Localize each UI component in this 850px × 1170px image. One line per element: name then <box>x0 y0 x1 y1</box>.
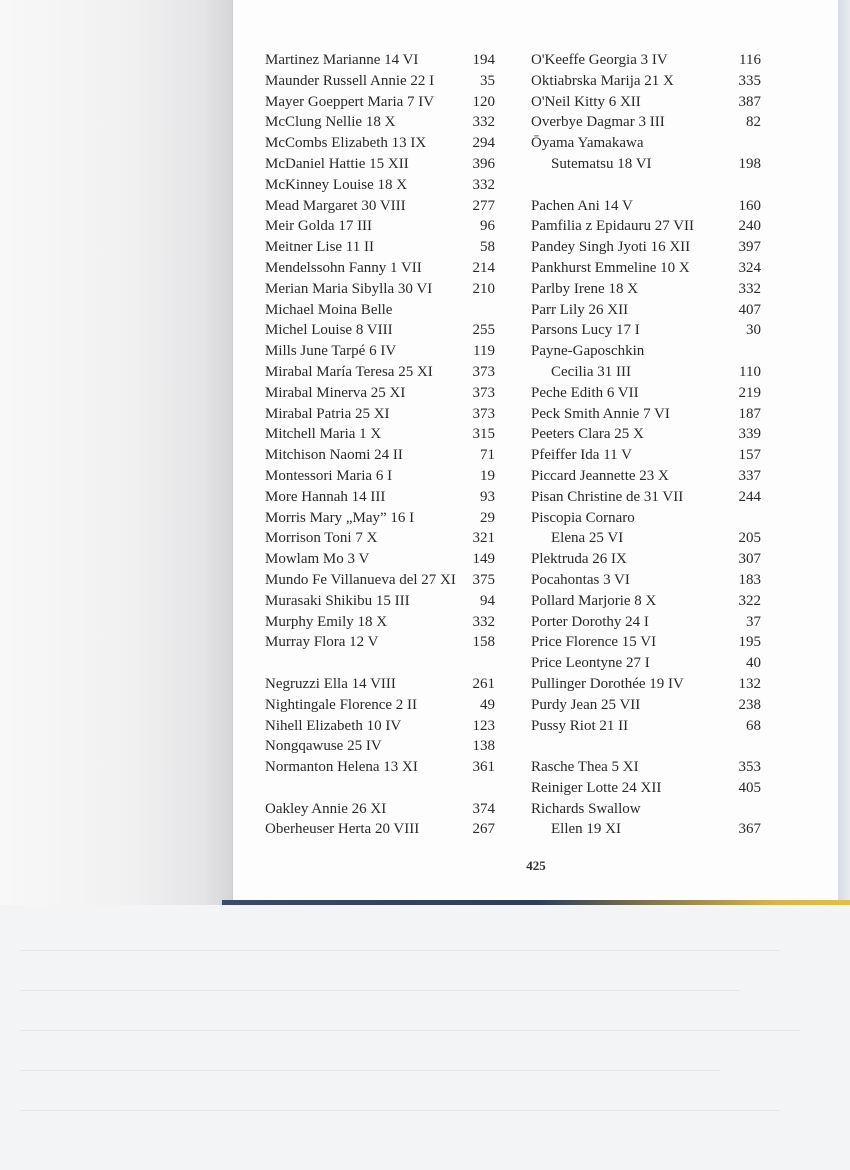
index-spacer <box>265 778 495 799</box>
entry-name: Merian Maria Sibylla 30 VI <box>265 280 433 297</box>
index-entry <box>265 736 495 757</box>
entry-name: Porter Dorothy 24 I <box>531 613 649 630</box>
entry-page-number: 68 <box>746 717 761 734</box>
entry-page-number: 396 <box>472 155 495 172</box>
entry-name: Elena 25 VI <box>551 530 624 547</box>
entry-name: Piccard Jeannette 23 X <box>531 467 669 484</box>
entry-page-number: 335 <box>738 72 761 89</box>
index-entry <box>265 799 495 820</box>
entry-page-number: 214 <box>472 259 495 276</box>
entry-name: Murphy Emily 18 X <box>265 613 388 630</box>
entry-page-number: 198 <box>738 155 761 172</box>
entry-page-number: 110 <box>739 363 761 380</box>
entry-name: Price Florence 15 VI <box>531 634 657 651</box>
entry-page-number: 244 <box>738 488 761 505</box>
entry-page-number: 157 <box>738 447 761 464</box>
entry-page-number: 294 <box>472 135 495 152</box>
entry-name: Sutematsu 18 VI <box>551 155 652 172</box>
index-entry <box>265 404 495 425</box>
index-entry <box>265 237 495 258</box>
index-entry <box>265 591 495 612</box>
entry-page-number: 132 <box>738 675 761 692</box>
entry-page-number: 337 <box>738 467 761 484</box>
entry-page-number: 240 <box>738 218 761 235</box>
index-entry <box>531 528 761 549</box>
entry-name: McKinney Louise 18 X <box>265 176 408 193</box>
entry-name: Michel Louise 8 VIII <box>265 322 393 339</box>
index-entry <box>531 133 761 154</box>
index-entry <box>531 424 761 445</box>
entry-page-number: 367 <box>738 821 761 838</box>
index-entry <box>265 716 495 737</box>
entry-page-number: 49 <box>480 696 495 713</box>
entry-page-number: 19 <box>480 467 495 484</box>
blank-sheet <box>0 905 850 1170</box>
index-spacer <box>265 653 495 674</box>
index-entry <box>265 674 495 695</box>
entry-page-number: 322 <box>738 592 761 609</box>
index-entry <box>531 632 761 653</box>
entry-name: Pamfilia z Epidauru 27 VII <box>531 218 695 235</box>
index-entry <box>531 819 761 840</box>
entry-page-number: 307 <box>738 551 761 568</box>
index-entry <box>531 320 761 341</box>
entry-page-number: 30 <box>746 322 761 339</box>
entry-name: Plektruda 26 IX <box>531 551 627 568</box>
index-entry <box>265 445 495 466</box>
entry-page-number: 219 <box>738 384 761 401</box>
index-entry <box>265 258 495 279</box>
page-number: 425 <box>526 858 546 873</box>
entry-name: Mirabal Patria 25 XI <box>265 405 390 422</box>
entry-page-number: 375 <box>472 571 495 588</box>
entry-name: Oberheuser Herta 20 VIII <box>265 821 420 838</box>
entry-page-number: 407 <box>738 301 761 318</box>
index-entry <box>531 404 761 425</box>
entry-page-number: 321 <box>472 530 495 547</box>
index-entry <box>531 799 761 820</box>
index-entry <box>265 362 495 383</box>
entry-name: Morrison Toni 7 X <box>265 530 378 547</box>
entry-name: Peche Edith 6 VII <box>531 384 639 401</box>
entry-name: Pandey Singh Jyoti 16 XII <box>531 239 691 256</box>
entry-page-number: 332 <box>472 613 495 630</box>
entry-name: McCombs Elizabeth 13 IX <box>265 135 427 152</box>
index-entry <box>265 279 495 300</box>
entry-name: Nihell Elizabeth 10 IV <box>265 717 402 734</box>
entry-page-number: 277 <box>472 197 495 214</box>
entry-name: Parsons Lucy 17 I <box>531 322 640 339</box>
entry-page-number: 194 <box>472 52 495 68</box>
entry-page-number: 160 <box>738 197 761 214</box>
index-entry <box>531 508 761 529</box>
entry-name: Pankhurst Emmeline 10 X <box>531 259 690 276</box>
index-entry <box>265 175 495 196</box>
index-entry <box>531 612 761 633</box>
entry-page-number: 361 <box>472 759 495 776</box>
entry-name: Reiniger Lotte 24 XII <box>531 779 662 796</box>
entry-name: Mirabal María Teresa 25 XI <box>265 363 433 380</box>
entry-page-number: 120 <box>472 93 495 110</box>
entry-name: Parlby Irene 18 X <box>531 280 639 297</box>
entry-page-number: 332 <box>472 114 495 131</box>
entry-page-number: 71 <box>480 447 495 464</box>
entry-name: Pfeiffer Ida 11 V <box>531 447 632 464</box>
entry-name: Nongqawuse 25 IV <box>265 738 382 755</box>
entry-page-number: 94 <box>480 592 495 609</box>
entry-page-number: 187 <box>738 405 761 422</box>
index-entry <box>265 528 495 549</box>
index-entry <box>265 466 495 487</box>
index-entry <box>531 196 761 217</box>
entry-name: Peeters Clara 25 X <box>531 426 644 443</box>
entry-page-number: 387 <box>738 93 761 110</box>
index-entry <box>531 757 761 778</box>
entry-page-number: 353 <box>738 759 761 776</box>
entry-name: Rasche Thea 5 XI <box>531 759 639 776</box>
entry-page-number: 205 <box>738 530 761 547</box>
entry-name: Meir Golda 17 III <box>265 218 373 235</box>
entry-page-number: 332 <box>472 176 495 193</box>
entry-name: Parr Lily 26 XII <box>531 301 629 318</box>
entry-page-number: 123 <box>472 717 495 734</box>
index-entry <box>531 279 761 300</box>
index-entry <box>265 133 495 154</box>
index-entry <box>531 237 761 258</box>
index-entry <box>265 341 495 362</box>
entry-page-number: 373 <box>472 363 495 380</box>
index-entry <box>531 154 761 175</box>
entry-name: Pachen Ani 14 V <box>531 197 633 214</box>
index-entry <box>531 383 761 404</box>
entry-name: Payne-Gaposchkin <box>531 343 645 360</box>
index-entry <box>531 341 761 362</box>
entry-page-number: 40 <box>746 655 761 672</box>
entry-name: Murasaki Shikibu 15 III <box>265 592 410 609</box>
index-entry <box>531 71 761 92</box>
entry-page-number: 324 <box>738 259 761 276</box>
entry-name: Pullinger Dorothée 19 IV <box>531 675 684 692</box>
index-entry <box>531 112 761 133</box>
entry-name: More Hannah 14 III <box>265 488 386 505</box>
entry-name: Mayer Goeppert Maria 7 IV <box>265 93 435 110</box>
entry-name: Normanton Helena 13 XI <box>265 759 418 776</box>
entry-page-number: 397 <box>738 239 761 256</box>
entry-page-number: 58 <box>480 239 495 256</box>
entry-page-number: 339 <box>738 426 761 443</box>
index-column-left <box>265 50 495 840</box>
index-entry <box>531 466 761 487</box>
index-entry <box>531 362 761 383</box>
entry-name: Negruzzi Ella 14 VIII <box>265 675 396 692</box>
entry-name: Nightingale Florence 2 II <box>265 696 418 713</box>
entry-page-number: 149 <box>472 551 495 568</box>
index-entry <box>265 487 495 508</box>
entry-page-number: 183 <box>738 571 761 588</box>
entry-page-number: 37 <box>746 613 761 630</box>
entry-page-number: 373 <box>472 384 495 401</box>
entry-name: Price Leontyne 27 I <box>531 655 650 672</box>
index-entry <box>531 258 761 279</box>
entry-name: Mead Margaret 30 VIII <box>265 197 406 214</box>
index-entry <box>531 653 761 674</box>
entry-name: Pisan Christine de 31 VII <box>531 488 684 505</box>
index-entry <box>531 549 761 570</box>
entry-name: Pussy Riot 21 II <box>531 717 629 734</box>
entry-name: Ellen 19 XI <box>551 821 621 838</box>
entry-name: Cecilia 31 III <box>551 363 631 380</box>
index-entry <box>265 300 495 321</box>
index-entry <box>265 196 495 217</box>
index-entry <box>265 570 495 591</box>
entry-name: Michael Moina Belle <box>265 301 393 318</box>
entry-page-number: 210 <box>472 280 495 297</box>
entry-name: O'Neil Kitty 6 XII <box>531 93 641 110</box>
entry-name: Pollard Marjorie 8 X <box>531 592 657 609</box>
index-entry <box>265 320 495 341</box>
index-entry <box>265 757 495 778</box>
index-entry <box>265 612 495 633</box>
entry-page-number: 315 <box>472 426 495 443</box>
page-edge <box>838 0 850 905</box>
index-entry <box>265 92 495 113</box>
index-entry <box>265 424 495 445</box>
index-entry <box>531 445 761 466</box>
index-entry <box>265 632 495 653</box>
entry-page-number: 35 <box>480 72 495 89</box>
index-column-right <box>531 50 761 840</box>
entry-name: Purdy Jean 25 VII <box>531 696 641 713</box>
index-entry <box>265 71 495 92</box>
index-entry <box>265 50 495 71</box>
entry-name: Mundo Fe Villanueva del 27 XI <box>265 571 456 588</box>
entry-name: Richards Swallow <box>531 800 641 817</box>
entry-name: Morris Mary „May” 16 I <box>265 509 415 526</box>
entry-page-number: 93 <box>480 488 495 505</box>
index-spacer <box>531 175 761 196</box>
entry-name: Maunder Russell Annie 22 I <box>265 72 435 89</box>
index-entry <box>265 112 495 133</box>
index-entry <box>265 154 495 175</box>
index-entry <box>531 716 761 737</box>
index-entry <box>265 383 495 404</box>
entry-name: Ōyama Yamakawa <box>531 135 644 152</box>
entry-page-number: 119 <box>473 343 495 360</box>
entry-name: Mendelssohn Fanny 1 VII <box>265 259 422 276</box>
index-entry <box>531 778 761 799</box>
entry-name: Montessori Maria 6 I <box>265 467 393 484</box>
entry-page-number: 261 <box>472 675 495 692</box>
index-entry <box>265 549 495 570</box>
entry-page-number: 332 <box>738 280 761 297</box>
entry-page-number: 267 <box>472 821 495 838</box>
entry-name: O'Keeffe Georgia 3 IV <box>531 52 668 68</box>
index-entry <box>531 50 761 71</box>
index-entry <box>265 819 495 840</box>
entry-page-number: 82 <box>746 114 761 131</box>
entry-name: Pocahontas 3 VI <box>531 571 630 588</box>
index-entry <box>531 216 761 237</box>
entry-name: Piscopia Cornaro <box>531 509 635 526</box>
entry-page-number: 374 <box>472 800 495 817</box>
entry-name: Mills June Tarpé 6 IV <box>265 343 397 360</box>
entry-name: Murray Flora 12 V <box>265 634 379 651</box>
index-spacer <box>531 736 761 757</box>
index-entry <box>531 591 761 612</box>
entry-page-number: 29 <box>480 509 495 526</box>
entry-page-number: 238 <box>738 696 761 713</box>
entry-page-number: 158 <box>472 634 495 651</box>
entry-page-number: 255 <box>472 322 495 339</box>
entry-name: Mitchell Maria 1 X <box>265 426 382 443</box>
index-entry <box>531 674 761 695</box>
index-entry <box>265 695 495 716</box>
entry-page-number: 373 <box>472 405 495 422</box>
entry-name: Martinez Marianne 14 VI <box>265 52 419 68</box>
entry-name: Oakley Annie 26 XI <box>265 800 387 817</box>
entry-page-number: 138 <box>472 738 495 755</box>
index-entry <box>531 570 761 591</box>
entry-page-number: 405 <box>738 779 761 796</box>
facing-page-shadow <box>0 0 232 905</box>
entry-page-number: 96 <box>480 218 495 235</box>
entry-name: Peck Smith Annie 7 VI <box>531 405 670 422</box>
entry-name: Overbye Dagmar 3 III <box>531 114 665 131</box>
index-entry <box>531 300 761 321</box>
index-entry <box>531 92 761 113</box>
index-entry <box>531 487 761 508</box>
index-entry <box>265 508 495 529</box>
entry-name: Meitner Lise 11 II <box>265 239 374 256</box>
entry-name: Oktiabrska Marija 21 X <box>531 72 674 89</box>
entry-name: Mitchison Naomi 24 II <box>265 447 403 464</box>
entry-name: Mowlam Mo 3 V <box>265 551 370 568</box>
entry-page-number: 195 <box>738 634 761 651</box>
index-entry <box>265 216 495 237</box>
index-entry <box>531 695 761 716</box>
entry-name: McDaniel Hattie 15 XII <box>265 155 409 172</box>
entry-page-number: 116 <box>739 52 761 68</box>
entry-name: McClung Nellie 18 X <box>265 114 396 131</box>
entry-name: Mirabal Minerva 25 XI <box>265 384 406 401</box>
